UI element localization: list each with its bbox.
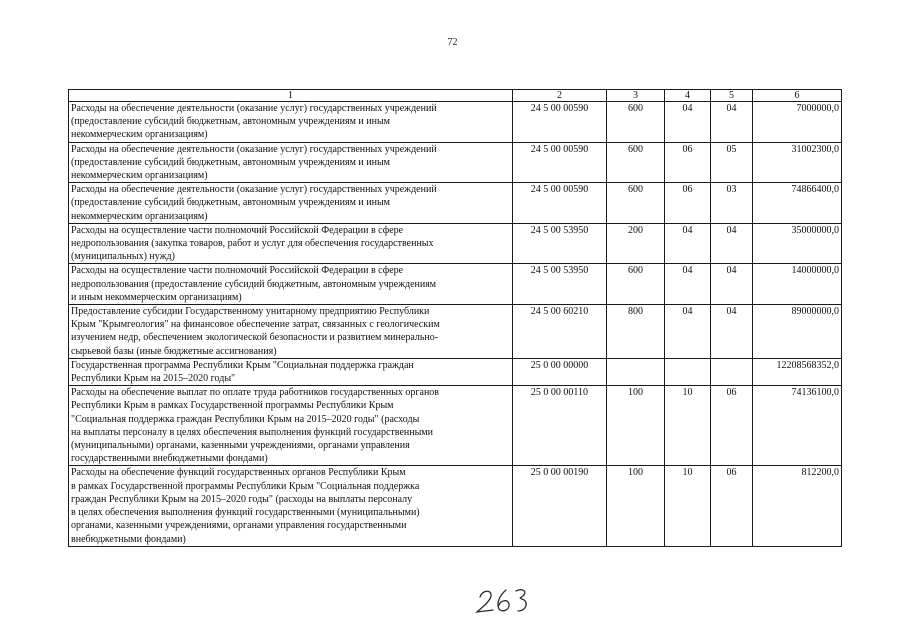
row-target-code: 24 5 00 53950 <box>513 223 607 264</box>
row-section <box>665 358 711 385</box>
row-expense-type: 600 <box>607 142 665 183</box>
header-col-2: 2 <box>513 90 607 102</box>
table-header-row <box>69 90 842 102</box>
description-line: некоммерческим организациям) <box>71 129 208 141</box>
description-line: в рамках Государственной программы Республики Крым "Социальная поддержка <box>71 480 420 492</box>
row-section: 06 <box>665 183 711 224</box>
description-line: Республики Крым на 2015–2020 годы" <box>71 373 236 385</box>
description-line: изучением недр, обеспечением экологической безопасности и развитием минерально- <box>71 332 439 344</box>
description-line: сырьевой базы (иные бюджетные ассигнования) <box>71 345 277 357</box>
description-line: (муниципальными) органами, казенными учреждениями, органами управления <box>71 440 410 452</box>
description-line: Расходы на осуществление части полномочий Российской Федерации в сфере <box>71 265 404 277</box>
header-col-1: 1 <box>69 90 513 102</box>
row-description <box>69 386 513 466</box>
row-amount: 35000000,0 <box>753 223 842 264</box>
row-target-code: 25 0 00 00000 <box>513 358 607 385</box>
description-line: (предоставление субсидий бюджетным, автономным учреждениям и иным <box>71 116 390 128</box>
row-expense-type: 600 <box>607 183 665 224</box>
row-section: 04 <box>665 223 711 264</box>
description-line: внебюджетными фондами) <box>71 533 186 545</box>
header-col-5: 5 <box>711 90 753 102</box>
row-description <box>69 142 513 183</box>
row-expense-type: 200 <box>607 223 665 264</box>
row-expense-type: 100 <box>607 466 665 546</box>
row-target-code: 25 0 00 00110 <box>513 386 607 466</box>
description-line: Предоставление субсидии Государственному унитарному предприятию Республики <box>71 306 430 318</box>
description-line: Государственная программа Республики Крым "Социальная поддержка граждан <box>71 359 414 371</box>
row-section: 04 <box>665 102 711 143</box>
row-amount: 7000000,0 <box>753 102 842 143</box>
row-subsection: 04 <box>711 223 753 264</box>
row-target-code: 24 5 00 53950 <box>513 264 607 305</box>
row-amount: 74136100,0 <box>753 386 842 466</box>
description-line: граждан Республики Крым на 2015–2020 годы" (расходы на выплаты персоналу <box>71 493 413 505</box>
row-description <box>69 264 513 305</box>
table-row <box>69 466 842 546</box>
row-subsection: 04 <box>711 264 753 305</box>
row-section: 04 <box>665 264 711 305</box>
row-description <box>69 358 513 385</box>
table-row <box>69 358 842 385</box>
description-line: государственными внебюджетными фондами) <box>71 453 268 465</box>
handwritten-number-mark <box>472 585 542 615</box>
row-description <box>69 183 513 224</box>
row-expense-type <box>607 358 665 385</box>
row-section: 06 <box>665 142 711 183</box>
row-amount: 74866400,0 <box>753 183 842 224</box>
row-subsection: 06 <box>711 386 753 466</box>
header-col-3: 3 <box>607 90 665 102</box>
row-subsection: 05 <box>711 142 753 183</box>
row-description <box>69 305 513 359</box>
row-target-code: 25 0 00 00190 <box>513 466 607 546</box>
description-line: Расходы на обеспечение выплат по оплате труда работников государственных органов <box>71 387 440 399</box>
row-expense-type: 600 <box>607 264 665 305</box>
row-expense-type: 600 <box>607 102 665 143</box>
row-subsection: 04 <box>711 102 753 143</box>
table-row <box>69 305 842 359</box>
row-description <box>69 102 513 143</box>
row-target-code: 24 5 00 60210 <box>513 305 607 359</box>
description-line: Расходы на обеспечение деятельности (оказание услуг) государственных учреждений <box>71 103 437 114</box>
table-row <box>69 264 842 305</box>
row-expense-type: 800 <box>607 305 665 359</box>
description-line: "Социальная поддержка граждан Республики Крым на 2015–2020 годы" (расходы <box>71 413 420 425</box>
description-line: некоммерческим организациям) <box>71 170 208 182</box>
row-target-code: 24 5 00 00590 <box>513 142 607 183</box>
description-line: органами, казенными учреждениями, органами управления государственными <box>71 520 407 532</box>
row-target-code: 24 5 00 00590 <box>513 102 607 143</box>
description-line: Крым "Крымгеология" на финансовое обеспечение затрат, связанных с геологическим <box>71 319 440 331</box>
row-section: 10 <box>665 466 711 546</box>
table-row <box>69 386 842 466</box>
header-col-4: 4 <box>665 90 711 102</box>
page-number: 72 <box>447 37 458 48</box>
description-line: недропользования (закупка товаров, работ и услуг для обеспечения государственных <box>71 238 434 250</box>
row-subsection: 06 <box>711 466 753 546</box>
row-subsection <box>711 358 753 385</box>
description-line: Расходы на осуществление части полномочий Российской Федерации в сфере <box>71 224 404 236</box>
row-amount: 12208568352,0 <box>753 358 842 385</box>
row-description <box>69 466 513 546</box>
row-description <box>69 223 513 264</box>
description-line: Расходы на обеспечение функций государственных органов Республики Крым <box>71 467 406 479</box>
description-line: (предоставление субсидий бюджетным, автономным учреждениям и иным <box>71 156 390 168</box>
handwritten-page-number <box>472 585 542 615</box>
row-subsection: 03 <box>711 183 753 224</box>
row-section: 10 <box>665 386 711 466</box>
row-subsection: 04 <box>711 305 753 359</box>
description-line: некоммерческим организациям) <box>71 210 208 222</box>
description-line: на выплаты персоналу в целях обеспечения выполнения функций государственными <box>71 426 433 438</box>
row-amount: 812200,0 <box>753 466 842 546</box>
row-amount: 89000000,0 <box>753 305 842 359</box>
description-line: Расходы на обеспечение деятельности (оказание услуг) государственных учреждений <box>71 143 437 155</box>
row-amount: 14000000,0 <box>753 264 842 305</box>
table-row <box>69 223 842 264</box>
row-amount: 31002300,0 <box>753 142 842 183</box>
description-line: и иным некоммерческим организациям) <box>71 291 242 303</box>
table-body <box>69 90 842 547</box>
row-target-code: 24 5 00 00590 <box>513 183 607 224</box>
budget-table <box>68 89 842 547</box>
header-col-6: 6 <box>753 90 842 102</box>
description-line: Республики Крым в рамках Государственной программы Республики Крым <box>71 400 394 412</box>
description-line: в целях обеспечения выполнения функций государственными (муниципальными) <box>71 507 420 519</box>
description-line: недропользования (предоставление субсидий бюджетным, автономным учреждениям <box>71 278 437 290</box>
description-line: (муниципальных) нужд) <box>71 251 175 263</box>
table-row <box>69 142 842 183</box>
description-line: Расходы на обеспечение деятельности (оказание услуг) государственных учреждений <box>71 184 437 196</box>
table-row <box>69 102 842 143</box>
row-section: 04 <box>665 305 711 359</box>
table-row <box>69 183 842 224</box>
description-line: (предоставление субсидий бюджетным, автономным учреждениям и иным <box>71 197 390 209</box>
row-expense-type: 100 <box>607 386 665 466</box>
